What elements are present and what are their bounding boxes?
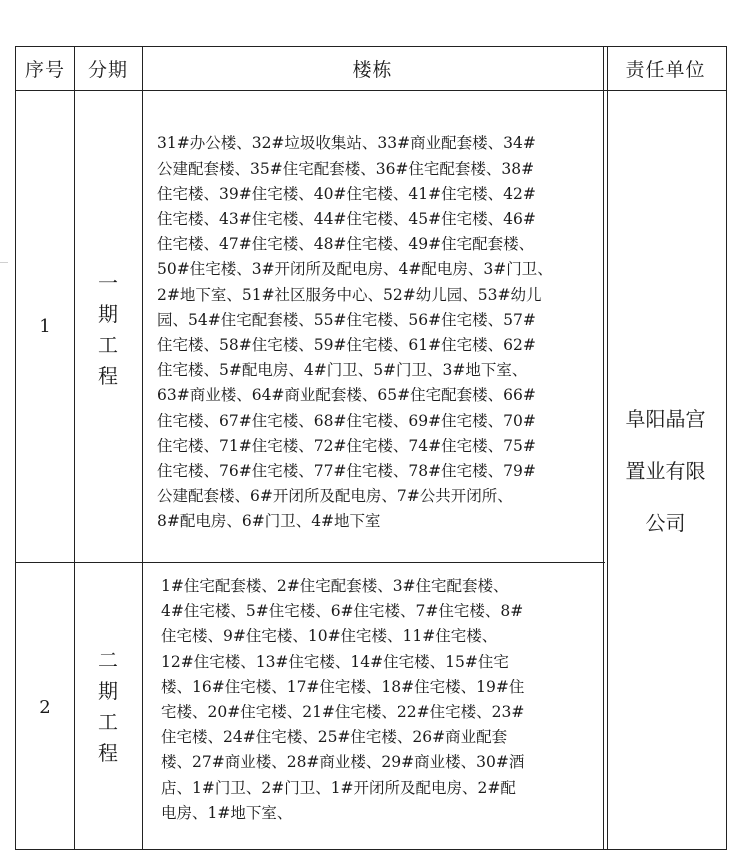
building-line: 8#配电房、6#门卫、4#地下室 [157,512,381,531]
owner-name [626,393,706,549]
header-owner: 责任单位 [625,59,706,81]
building-line: 住宅楼、47#住宅楼、48#住宅楼、49#住宅配套楼、 [157,235,535,254]
building-line: 住宅楼、39#住宅楼、40#住宅楼、41#住宅楼、42# [157,184,536,203]
row-1-phase [74,90,142,562]
owner-line: 公司 [645,510,686,535]
row-2-building-list [161,574,524,826]
header-buildings: 楼栋 [352,59,393,81]
responsibility-table [15,46,727,850]
building-line: 住宅楼、71#住宅楼、72#住宅楼、74#住宅楼、75# [157,436,536,455]
phase-char: 期 [98,302,118,326]
building-line: 住宅楼、67#住宅楼、68#住宅楼、69#住宅楼、70# [157,411,536,430]
row-1-buildings [142,90,603,562]
row-2-phase [74,563,142,851]
building-line: 住宅楼、43#住宅楼、44#住宅楼、45#住宅楼、46# [157,209,536,228]
building-line: 2#地下室、51#社区服务中心、52#幼儿园、53#幼儿 [157,285,542,304]
row-1-seq: 1 [39,315,51,337]
building-line: 住宅楼、5#配电房、4#门卫、5#门卫、3#地下室、 [157,361,528,380]
owner-line: 置业有限 [625,458,706,483]
building-line: 50#住宅楼、3#开闭所及配电房、4#配电房、3#门卫、 [157,260,553,279]
owner-line: 阜阳晶宫 [625,406,706,431]
row-2-buildings [142,563,603,851]
building-line: 园、54#住宅配套楼、55#住宅楼、56#住宅楼、57# [157,310,536,329]
phase-char: 工 [98,333,118,357]
header-phase: 分期 [87,59,128,81]
building-line: 63#商业楼、64#商业配套楼、65#住宅配套楼、66# [157,386,536,405]
building-line: 12#住宅楼、13#住宅楼、14#住宅楼、15#住宅 [161,652,509,671]
building-line: 住宅楼、76#住宅楼、77#住宅楼、78#住宅楼、79# [157,462,536,481]
building-line: 住宅楼、9#住宅楼、10#住宅楼、11#住宅楼、 [161,627,498,646]
building-line: 1#住宅配套楼、2#住宅配套楼、3#住宅配套楼、 [161,576,509,595]
phase-char: 期 [98,679,118,703]
building-line: 宅楼、20#住宅楼、21#住宅楼、22#住宅楼、23# [161,703,525,721]
building-line: 楼、16#住宅楼、17#住宅楼、18#住宅楼、19#住 [161,677,525,696]
phase-char: 工 [98,710,118,734]
phase-char: 一 [98,271,118,295]
building-line: 公建配套楼、6#开闭所及配电房、7#公共开闭所、 [157,487,513,506]
phase-char: 程 [98,364,118,388]
building-line: 楼、27#商业楼、28#商业楼、29#商业楼、30#酒 [161,753,525,772]
page-edge-mark [0,262,8,263]
phase-char: 程 [98,741,118,765]
building-line: 住宅楼、58#住宅楼、59#住宅楼、61#住宅楼、62# [157,336,536,354]
building-line: 电房、1#地下室、 [161,803,293,822]
building-line: 31#办公楼、32#垃圾收集站、33#商业配套楼、34# [157,134,536,153]
phase-char: 二 [98,648,118,672]
owner-cell [606,90,725,851]
header-seq: 序号 [24,59,65,81]
building-line: 4#住宅楼、5#住宅楼、6#住宅楼、7#住宅楼、8# [161,602,524,621]
row-2-seq: 2 [39,696,51,718]
building-line: 店、1#门卫、2#门卫、1#开闭所及配电房、2#配 [161,778,516,797]
building-line: 住宅楼、24#住宅楼、25#住宅楼、26#商业配套 [161,728,508,747]
row-1-building-list [157,131,553,534]
building-line: 公建配套楼、35#住宅配套楼、36#住宅配套楼、38# [157,159,535,178]
